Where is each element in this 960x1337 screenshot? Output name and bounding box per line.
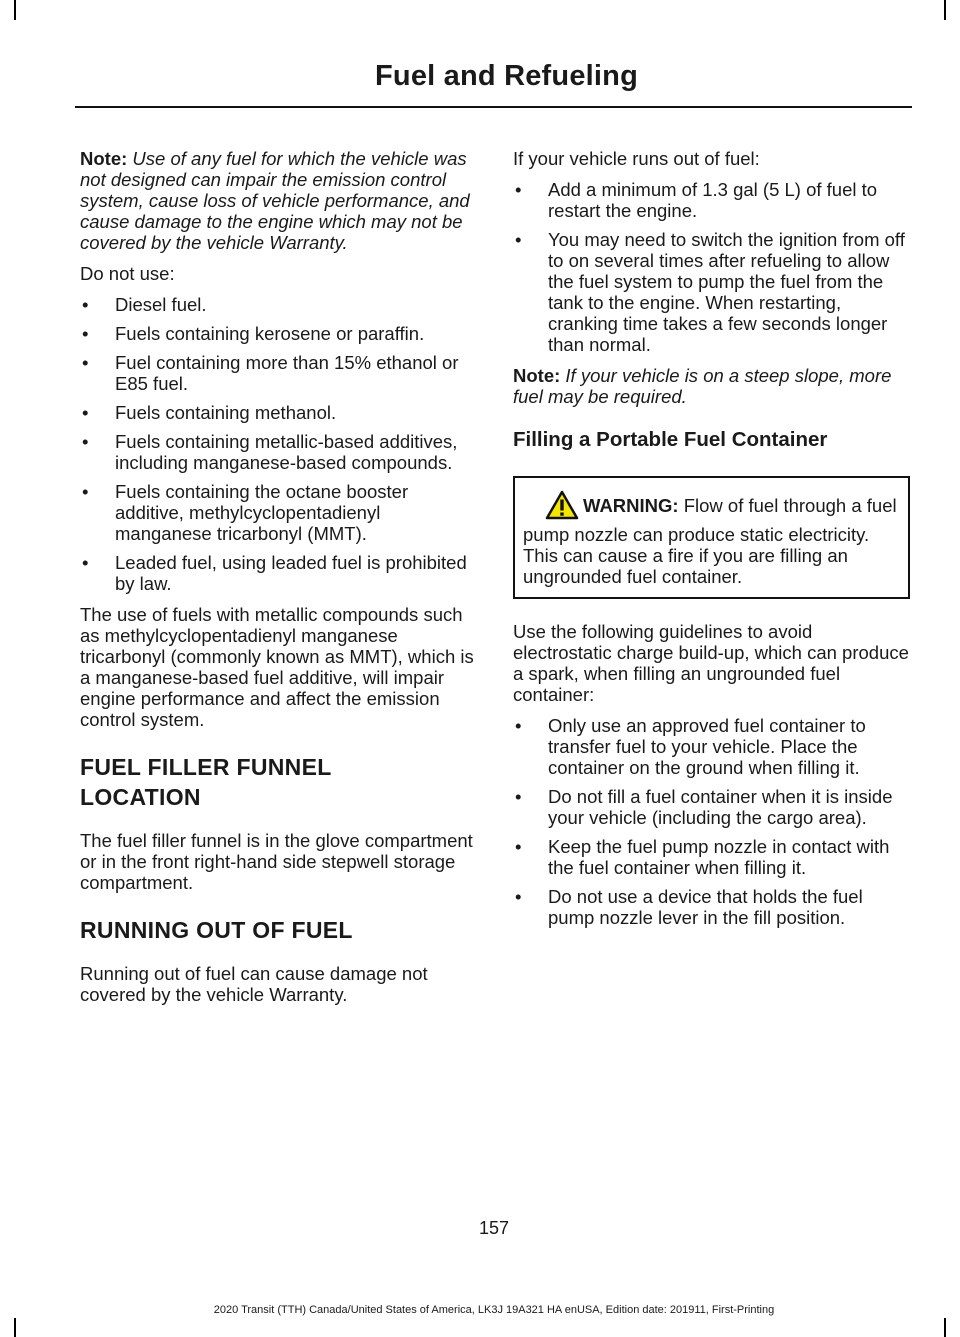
guidelines-list [513,715,910,928]
page-number: 157 [478,1218,510,1238]
crop-mark-top-left [14,0,16,20]
page-header-title: Fuel and Refueling [375,60,638,92]
do-not-use-list [80,294,478,594]
note-steep-slope [513,365,910,407]
bullet-icon: • [515,786,522,807]
subheading-portable-container: Filling a Portable Fuel Container [513,428,828,451]
list-item: • Do not fill a fuel container when it is inside your vehicle (including the cargo area). [515,786,893,828]
left-column [80,148,478,1015]
right-column [513,148,910,938]
list-item: • Fuels containing metallic-based additives, including manganese-based compounds. [82,431,458,473]
warning-triangle-icon [545,490,579,524]
note-fuel-damage [80,148,478,253]
list-item: • Leaded fuel, using leaded fuel is prohibited by law. [82,552,467,594]
note-text: If your vehicle is on a steep slope, more fuel may be required. [513,365,892,407]
bullet-icon: • [82,481,89,502]
list-item: • Fuels containing the octane booster additive, methylcyclopentadienyl manganese tricarbonyl (MMT). [82,481,409,544]
crop-mark-bottom-left [14,1318,16,1337]
edition-footer: 2020 Transit (TTH) Canada/United States of America, LK3J 19A321 HA enUSA, Edition date: 201911, First-Printing [213,1304,775,1316]
section-heading-funnel: FUEL FILLER FUNNEL LOCATION [80,754,332,810]
warning-label: WARNING: [583,495,679,516]
list-item: • Keep the fuel pump nozzle in contact with the fuel container when filling it. [515,836,890,878]
list-item: • Diesel fuel. [82,294,207,315]
bullet-icon: • [82,294,89,315]
note-label: Note: [80,148,128,169]
header-rule [75,106,912,108]
crop-mark-top-right [944,0,946,20]
bullet-icon: • [515,179,522,200]
list-item: • You may need to switch the ignition from off to on several times after refueling to allow the fuel system to pump the fuel from the tank to the engine. When restarting, cranking time takes a few seconds longer than normal. [515,229,905,355]
metallic-compounds-paragraph: The use of fuels with metallic compounds such as methylcyclopentadienyl manganese tricarbonyl (commonly known as MMT), which is a manganese-based fuel additive, will impair engine performance and affect the emission control system. [80,604,474,730]
warning-text: Flow of fuel through a fuel pump nozzle can produce static electricity. This can cause a fire if you are filling an ungrounded fuel container. [523,495,897,587]
list-item: • Fuel containing more than 15% ethanol or E85 fuel. [82,352,459,394]
list-item: • Fuels containing methanol. [82,402,337,423]
guidelines-paragraph: Use the following guidelines to avoid electrostatic charge build-up, which can produce a spark, when filling an ungrounded fuel container: [513,621,909,705]
do-not-use-intro: Do not use: [80,263,175,284]
warning-box [513,476,910,599]
crop-mark-bottom-right [944,1318,946,1337]
funnel-location-paragraph: The fuel filler funnel is in the glove compartment or in the front right-hand side stepwell storage compartment. [80,830,473,893]
list-item: • Only use an approved fuel container to transfer fuel to your vehicle. Place the container on the ground when filling it. [515,715,866,778]
runs-out-intro: If your vehicle runs out of fuel: [513,148,760,169]
running-out-paragraph: Running out of fuel can cause damage not covered by the vehicle Warranty. [80,963,428,1005]
bullet-icon: • [82,552,89,573]
bullet-icon: • [515,715,522,736]
bullet-icon: • [515,229,522,250]
note-label: Note: [513,365,561,386]
bullet-icon: • [82,352,89,373]
list-item: • Do not use a device that holds the fuel pump nozzle lever in the fill position. [515,886,863,928]
bullet-icon: • [515,836,522,857]
bullet-icon: • [82,323,89,344]
list-item: • Fuels containing kerosene or paraffin. [82,323,425,344]
bullet-icon: • [82,431,89,452]
bullet-icon: • [82,402,89,423]
note-text: Use of any fuel for which the vehicle was not designed can impair the emission control system, cause loss of vehicle performance, and cause damage to the engine which may not be covered by the vehicle Warranty. [80,148,470,253]
list-item: • Add a minimum of 1.3 gal (5 L) of fuel to restart the engine. [515,179,878,221]
section-heading-running-out: RUNNING OUT OF FUEL [80,917,353,943]
runs-out-list [513,179,910,355]
bullet-icon: • [515,886,522,907]
